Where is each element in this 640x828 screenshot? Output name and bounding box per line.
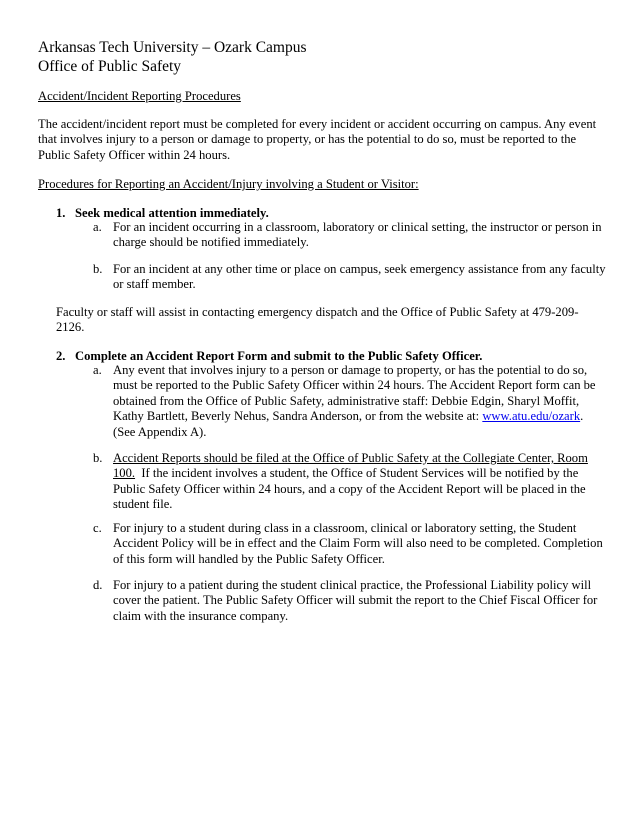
step-2-number: 2. bbox=[56, 349, 66, 363]
intro-paragraph: The accident/incident report must be completed for every incident or accident occurring on campus. Any event that involves injury to a person or damage to property, or has the potential to do so, must be reported to the Public Safety Officer within 24 hours. bbox=[38, 117, 597, 162]
step-2-title-text: Complete an Accident Report Form and submit to the Public Safety Officer. bbox=[75, 349, 483, 363]
step-1-title-text: Seek medical attention immediately. bbox=[75, 206, 269, 220]
step-1a-text: For an incident occurring in a classroom, laboratory or clinical setting, the instructor or person in charge should be notified immediately. bbox=[113, 220, 602, 250]
step-2a bbox=[93, 363, 609, 440]
header-office: Office of Public Safety bbox=[38, 58, 182, 75]
header-university: Arkansas Tech University – Ozark Campus bbox=[38, 39, 307, 56]
step-2b-text-block bbox=[113, 451, 609, 513]
step-1a bbox=[93, 220, 609, 251]
step-2b-label: b. bbox=[93, 451, 103, 465]
step-2d bbox=[93, 578, 609, 624]
step-2a-text: Any event that involves injury to a person or damage to property, or has the potential to do so, must be reported to the Public Safety Officer within 24 hours. The Accident Report form can be obtained from the Office of Public Safety, administrative staff: Debbie Edgin, Sharyl Moffit, Kathy Bartlett, Beverly Nehus, Sandra Anderson, or from the website at: bbox=[113, 363, 596, 424]
step-2b-text: If the incident involves a student, the Office of Student Services will be notified by the Public Safety Officer within 24 hours, and a copy of the Accident Report will be placed in the student file. bbox=[113, 466, 589, 512]
step-1b-label: b. bbox=[93, 262, 103, 276]
step-2d-text: For injury to a patient during the student clinical practice, the Professional Liability policy will cover the patient. The Public Safety Officer will submit the report to the Chief Fiscal Officer for claim with the insurance company. bbox=[113, 578, 598, 623]
section-heading-procedures: Accident/Incident Reporting Procedures bbox=[38, 89, 241, 103]
step-1-number: 1. bbox=[56, 206, 66, 220]
step-2a-appendix: (See Appendix A). bbox=[113, 424, 207, 439]
step-2b bbox=[93, 451, 609, 513]
step-2a-label: a. bbox=[93, 363, 102, 377]
step-2b-underlined: Accident Reports should be filed at the Office of Public Safety at the Collegiate Center, Room 100. bbox=[113, 451, 588, 481]
step-1b bbox=[93, 262, 609, 293]
step-2c-label: c. bbox=[93, 521, 102, 535]
step-2d-label: d. bbox=[93, 578, 103, 592]
document-header bbox=[38, 38, 307, 76]
atu-ozark-link[interactable]: www.atu.edu/ozark bbox=[482, 409, 581, 424]
step-1a-label: a. bbox=[93, 220, 102, 234]
step-2a-text-block bbox=[113, 363, 609, 440]
step-2c-text: For injury to a student during class in a classroom, clinical or laboratory setting, the Student Accident Policy will be in effect and the Claim Form will also need to be completed. Completion of this form will handled by the Public Safety Officer. bbox=[113, 521, 603, 566]
step-2a-period: . bbox=[580, 409, 584, 424]
faculty-note: Faculty or staff will assist in contacting emergency dispatch and the Office of Public Safety at 479-209-2126. bbox=[56, 305, 579, 335]
section-heading-student-visitor: Procedures for Reporting an Accident/Injury involving a Student or Visitor: bbox=[38, 177, 419, 191]
step-1b-text: For an incident at any other time or place on campus, seek emergency assistance from any faculty or staff member. bbox=[113, 262, 606, 292]
step-2c bbox=[93, 521, 609, 567]
